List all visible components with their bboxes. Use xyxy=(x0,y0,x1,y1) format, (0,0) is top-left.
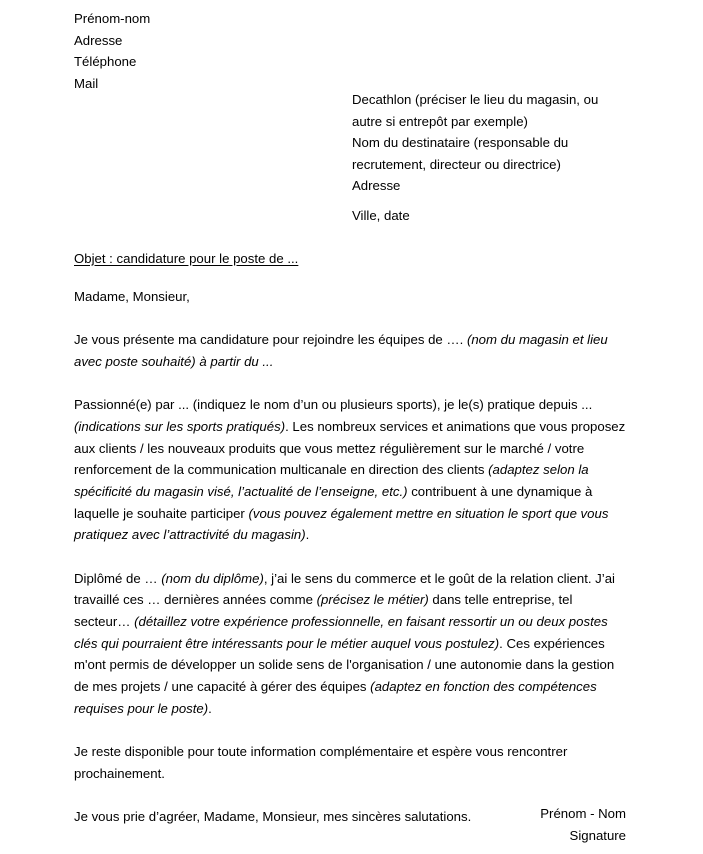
place-and-date: Ville, date xyxy=(352,208,410,223)
p3-part-e: dans telle entreprise, tel secteur… xyxy=(74,592,573,629)
sender-address: Adresse xyxy=(74,32,123,48)
p3-part-h-italic: (adaptez en fonction des compétences requises pour le poste) xyxy=(74,679,597,716)
salutation xyxy=(74,286,626,308)
recipient-address: Adresse xyxy=(352,178,401,193)
sender-mail: Mail xyxy=(74,75,99,91)
paragraph-2 xyxy=(74,394,626,546)
signature-label: Signature xyxy=(569,827,626,843)
sender-name: Prénom-nom xyxy=(74,11,151,26)
p2-part-a: Passionné(e) par ... (indiquez le nom d’un ou plusieurs sports), je le(s) pratique depuis ... xyxy=(74,397,593,413)
p4-text: Je reste disponible pour toute information complémentaire et espère vous rencontrer prochainement. xyxy=(74,743,568,781)
signature-block xyxy=(326,803,626,846)
p3-part-d-italic: (précisez le métier) xyxy=(316,592,429,608)
subject-line xyxy=(74,248,298,270)
recipient-contact: Nom du destinataire (responsable du recrutement, directeur ou directrice) xyxy=(352,135,569,172)
p1-part-a: Je vous présente ma candidature pour rejoindre les équipes de …. xyxy=(74,332,467,348)
p2-part-b-italic: (indications sur les sports pratiqués) xyxy=(74,418,286,434)
p3-part-a: Diplômé de … xyxy=(74,570,162,586)
salutation-text: Madame, Monsieur, xyxy=(74,289,190,304)
p3-part-f-italic: (détaillez votre expérience professionnelle, en faisant ressortir un ou deux postes clés qui pourraient être intéressants pour le métier auquel vous postulez) xyxy=(74,613,608,651)
paragraph-1 xyxy=(74,329,626,372)
sender-block xyxy=(74,8,150,94)
recipient-company: Decathlon (préciser le lieu du magasin, ou autre si entrepôt par exemple) xyxy=(352,92,599,129)
sender-phone: Téléphone xyxy=(74,54,137,69)
p2-part-g: . xyxy=(305,527,310,543)
letter-body xyxy=(74,286,626,849)
p2-part-e: contribuent à une dynamique à laquelle je souhaite participer xyxy=(74,483,593,521)
signature-name: Prénom - Nom xyxy=(540,806,626,821)
p2-part-d-italic: (adaptez selon la spécificité du magasin visé, l’actualité de l’enseigne, etc.) xyxy=(74,462,589,499)
subject-text: Objet : candidature pour le poste de ... xyxy=(74,251,299,266)
p2-part-f-italic: (vous pouvez également mettre en situation le sport que vous pratiquez avec l’attractivité du magasin) xyxy=(74,505,609,543)
p1-part-b-italic: (nom du magasin et lieu avec poste souhaité) à partir du ... xyxy=(74,332,608,369)
p3-part-g: . Ces expériences m'ont permis de développer un solide sens de l'organisation / une autonomie dans la gestion de mes projets / une capacité à gérer des équipes xyxy=(74,635,615,695)
p2-part-c: . Les nombreux services et animations que vous proposez aux clients / les nouveaux produits que vous mettez régulièrement sur le marché / votre renforcement de la communication multicanale en direction des clients xyxy=(74,418,626,478)
p5-text: Je vous prie d’agréer, Madame, Monsieur, mes sincères salutations. xyxy=(74,808,472,824)
paragraph-4 xyxy=(74,741,626,784)
p3-part-c: , j’ai le sens du commerce et le goût de la relation client. J’ai travaillé ces … dernières années comme xyxy=(74,570,615,608)
recipient-block xyxy=(352,89,614,197)
p3-part-b-italic: (nom du diplôme) xyxy=(161,570,264,586)
paragraph-3 xyxy=(74,568,626,720)
p3-part-i: . xyxy=(208,700,212,716)
